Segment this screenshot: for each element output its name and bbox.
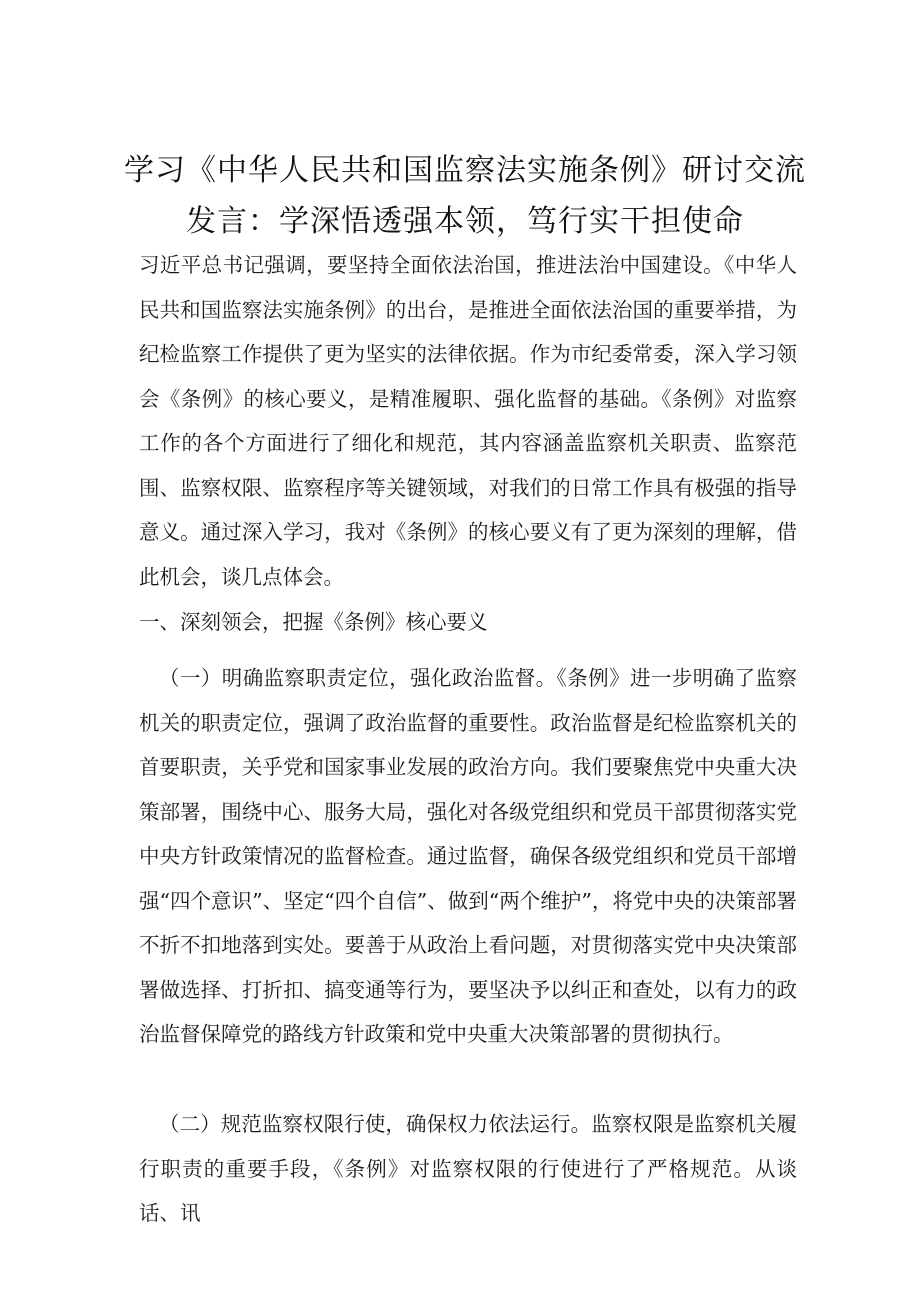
intro-paragraph: 习近平总书记强调，要坚持全面依法治国，推进法治中国建设。《中华人民共和国监察法实施条例》的出台，是推进全面依法治国的重要举措，为纪检监察工作提供了更为坚实的法律依据。作为市纪委常委，深入学习领会《条例》的核心要义，是精准履职、强化监督的基础。《条例》对监察工作的各个方面进行了细化和规范，其内容涵盖监察机关职责、监察范围、监察权限、监察程序等关键领域，对我们的日常工作具有极强的指导意义。通过深入学习，我对《条例》的核心要义有了更为深刻的理解，借此机会，谈几点体会。 (139, 253, 797, 589)
subsection-1-paragraph: （一）明确监察职责定位，强化政治监督。《条例》进一步明确了监察机关的职责定位，强调了政治监督的重要性。政治监督是纪检监察机关的首要职责，关乎党和国家事业发展的政治方向。我们要聚焦党中央重大决策部署，围绕中心、服务大局，强化对各级党组织和党员干部贯彻落实党中央方针政策情况的监督检查。通过监督，确保各级党组织和党员干部增强“四个意识”、坚定“四个自信”、做到“两个维护”，将党中央的决策部署不折不扣地落到实处。要善于从政治上看问题，对贯彻落实党中央决策部署做选择、打折扣、搞变通等行为，要坚决予以纠正和查处，以有力的政治监督保障党的路线方针政策和党中央重大决策部署的贯彻执行。 (139, 666, 797, 1046)
section-heading-1: 一、深刻领会，把握《条例》核心要义 (139, 610, 488, 634)
document-title-line-2: 发言：学深悟透强本领，笃行实干担使命 (186, 204, 744, 239)
subsection-2-paragraph: （二）规范监察权限行使，确保权力依法运行。监察权限是监察机关履行职责的重要手段，《条例》对监察权限的行使进行了严格规范。从谈话、讯 (139, 1112, 797, 1225)
document-title-line-1: 学习《中华人民共和国监察法实施条例》研讨交流 (124, 153, 806, 188)
